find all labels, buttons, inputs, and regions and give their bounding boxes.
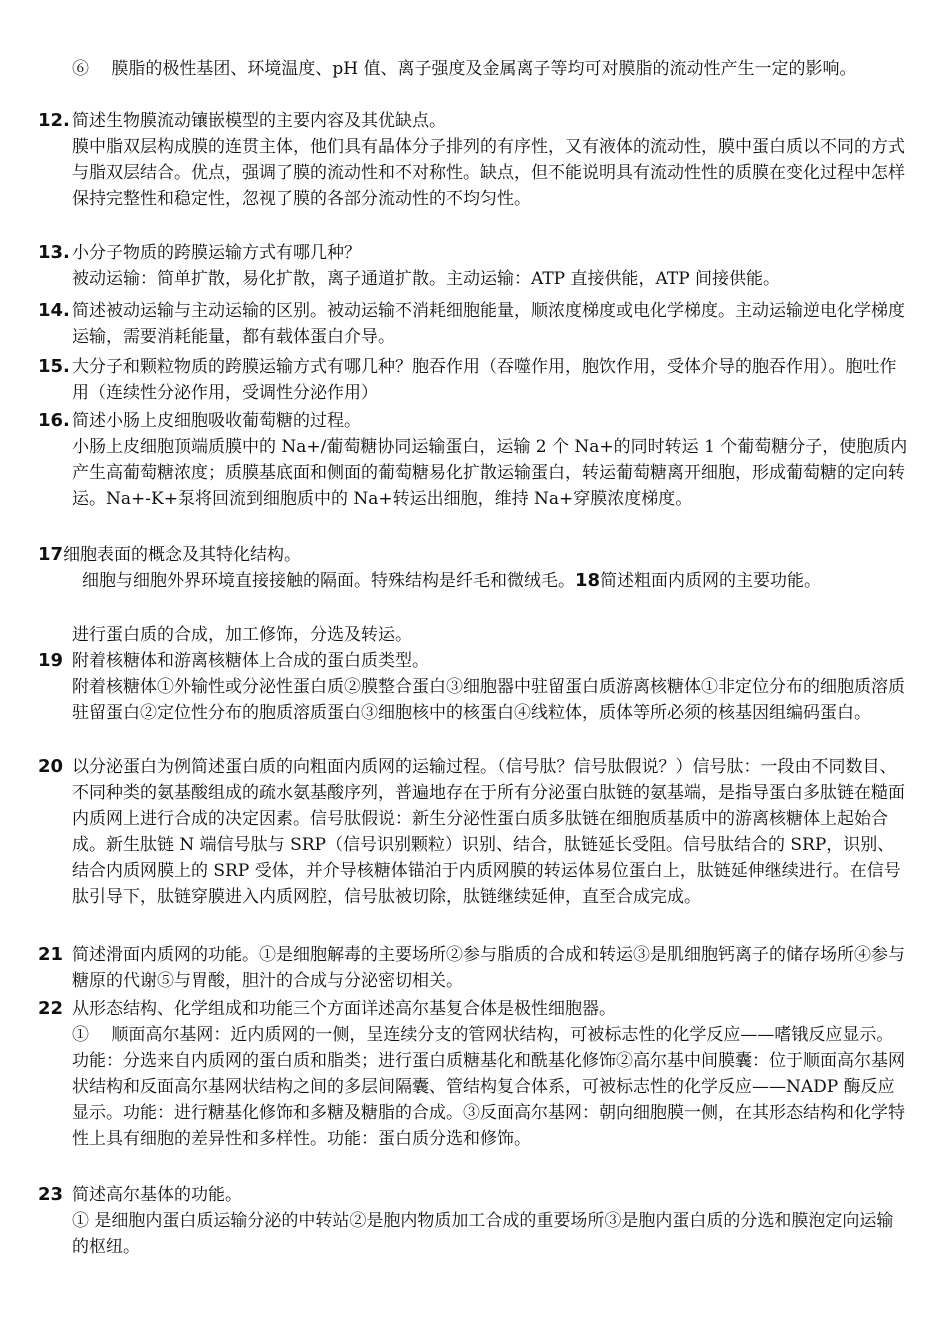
item-question: 简述高尔基体的功能。	[72, 1185, 242, 1205]
item-question: 从形态结构、化学组成和功能三个方面详述高尔基复合体是极性细胞器。	[72, 999, 616, 1019]
item-question: 细胞表面的概念及其特化结构。	[63, 545, 302, 565]
item-17	[38, 542, 908, 568]
item-number: 17	[38, 544, 64, 565]
item-question: 简述被动运输与主动运输的区别。被动运输不消耗细胞能量，顺浓度梯度或电化学梯度。主动运输逆电化学梯度运输，需要消耗能量，都有载体蛋白介导。	[72, 301, 905, 347]
item-question: 附着核糖体和游离核糖体上合成的蛋白质类型。	[72, 651, 429, 671]
item-number: 18	[575, 570, 601, 591]
item-answer: 被动运输：简单扩散，易化扩散，离子通道扩散。主动运输：ATP 直接供能，ATP 间接供能。	[72, 269, 781, 289]
item-answer: 进行蛋白质的合成，加工修饰，分选及转运。	[72, 625, 412, 645]
item-question: 简述粗面内质网的主要功能。	[600, 571, 822, 591]
item-number: 23	[38, 1184, 64, 1205]
item-question: 简述滑面内质网的功能。①是细胞解毒的主要场所②参与脂质的合成和转运③是肌细胞钙离子的储存场所④参与糖原的代谢⑤与胃酸，胆汁的合成与分泌密切相关。	[72, 945, 905, 991]
item-number: 14.	[38, 300, 70, 321]
item-number: 22	[38, 998, 64, 1019]
item-question: 简述生物膜流动镶嵌模型的主要内容及其优缺点。	[72, 111, 446, 131]
item-6-fragment	[38, 56, 942, 82]
item-20	[38, 754, 908, 910]
item-12	[38, 108, 908, 212]
item-19	[38, 648, 908, 726]
item-18-answer	[38, 622, 942, 648]
item-16	[38, 408, 908, 512]
item-answer: 细胞与细胞外界环境直接接触的隔面。特殊结构是纤毛和微绒毛。	[82, 571, 575, 591]
item-17-answer-18	[38, 568, 908, 594]
item-number: 12.	[38, 110, 70, 131]
item-answer: 小肠上皮细胞顶端质膜中的 Na+/葡萄糖协同运输蛋白，运输 2 个 Na+的同时转运 1 个葡萄糖分子，使胞质内产生高葡萄糖浓度；质膜基底面和侧面的葡萄糖易化扩散运输蛋白，转运葡萄糖离开细胞，形成葡萄糖的定向转运。Na+-K+泵将回流到细胞质中的 Na+转运出细胞，维持 Na+穿膜浓度梯度。	[72, 437, 908, 509]
item-answer: 膜中脂双层构成膜的连贯主体，他们具有晶体分子排列的有序性，又有液体的流动性，膜中蛋白质以不同的方式与脂双层结合。优点，强调了膜的流动性和不对称性。缺点，但不能说明具有流动性性的质膜在变化过程中怎样保持完整性和稳定性，忽视了膜的各部分流动性的不均匀性。	[72, 137, 905, 209]
item-number: 16.	[38, 410, 70, 431]
item-15	[38, 354, 908, 406]
item-number: 15.	[38, 356, 70, 377]
item-number: 20	[38, 756, 64, 777]
item-answer: 附着核糖体①外输性或分泌性蛋白质②膜整合蛋白③细胞器中驻留蛋白质游离核糖体①非定位分布的细胞质溶质驻留蛋白②定位性分布的胞质溶质蛋白③细胞核中的核蛋白④线粒体，质体等所必须的核基因组编码蛋白。	[72, 677, 905, 723]
item-text: ⑥ 膜脂的极性基团、环境温度、pH 值、离子强度及金属离子等均可对膜脂的流动性产生一定的影响。	[72, 59, 857, 79]
item-23	[38, 1182, 908, 1260]
item-22	[38, 996, 908, 1152]
item-question: 大分子和颗粒物质的跨膜运输方式有哪几种？胞吞作用（吞噬作用，胞饮作用，受体介导的胞吞作用）。胞吐作用（连续性分泌作用，受调性分泌作用）	[72, 357, 897, 403]
item-14	[38, 298, 908, 350]
item-number: 19	[38, 650, 64, 671]
item-question: 简述小肠上皮细胞吸收葡萄糖的过程。	[72, 411, 361, 431]
item-question: 以分泌蛋白为例简述蛋白质的向粗面内质网的运输过程。（信号肽？信号肽假说？）信号肽：一段由不同数目、不同种类的氨基酸组成的疏水氨基酸序列，普遍地存在于所有分泌蛋白肽链的氨基端，是指导蛋白多肽链在糙面内质网上进行合成的决定因素。信号肽假说：新生分泌性蛋白质多肽链在细胞质基质中的游离核糖体上起始合成。新生肽链 N 端信号肽与 SRP（信号识别颗粒）识别、结合，肽链延长受阻。信号肽结合的 SRP，识别、结合内质网膜上的 SRP 受体，并介导核糖体锚泊于内质网膜的转运体易位蛋白上，肽链延伸继续进行。在信号肽引导下，肽链穿膜进入内质网腔，信号肽被切除，肽链继续延伸，直至合成完成。	[72, 757, 905, 907]
item-question: 小分子物质的跨膜运输方式有哪几种？	[72, 243, 361, 263]
item-answer: ① 是细胞内蛋白质运输分泌的中转站②是胞内物质加工合成的重要场所③是胞内蛋白质的分选和膜泡定向运输的枢纽。	[72, 1211, 894, 1257]
item-number: 13.	[38, 242, 70, 263]
item-number: 21	[38, 944, 64, 965]
item-21	[38, 942, 908, 994]
item-13	[38, 240, 908, 292]
item-answer: ① 顺面高尔基网：近内质网的一侧，呈连续分支的管网状结构，可被标志性的化学反应——嗜锇反应显示。功能：分选来自内质网的蛋白质和脂类；进行蛋白质糖基化和酰基化修饰②高尔基中间膜囊：位于顺面高尔基网状结构和反面高尔基网状结构之间的多层间隔囊、管结构复合体系，可被标志性的化学反应——NADP 酶反应显示。功能：进行糖基化修饰和多糖及糖脂的合成。③反面高尔基网：朝向细胞膜一侧，在其形态结构和化学特性上具有细胞的差异性和多样性。功能：蛋白质分选和修饰。	[72, 1025, 905, 1149]
